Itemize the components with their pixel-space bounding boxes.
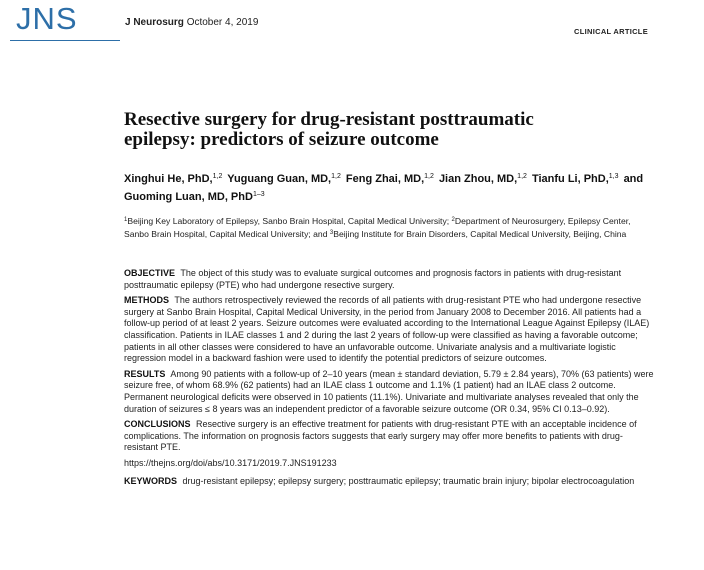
publication-date: October 4, 2019: [186, 17, 259, 28]
keywords-text: drug-resistant epilepsy; epilepsy surgery; posttraumatic epilepsy; traumatic brain injury; bipolar electrocoagulation: [182, 475, 635, 486]
article-type: CLINICAL ARTICLE: [574, 27, 648, 36]
abstract-keywords: [124, 476, 654, 488]
author: Tianfu Li, PhD,$^{1,3}$: [531, 173, 619, 185]
objective-text: The object of this study was to evaluate surgical outcomes and prognosis factors in patients with drug-resistant posttraumatic epilepsy (PTE) who had undergone resective surgery.: [124, 268, 622, 290]
abstract-methods: [124, 295, 654, 365]
author: and Guoming Luan, MD, PhD$^{1-3}$: [124, 173, 644, 203]
conclusions-text: Resective surgery is an effective treatment for patients with drug-resistant PTE with an acceptable incidence of complications. The information on prognosis factors suggests that early surgery may offer more benefits to patients with drug-resistant PTE.: [124, 419, 637, 453]
objective-label: OBJECTIVE: [124, 268, 176, 278]
author: Feng Zhai, MD,$^{1,2}$: [345, 173, 434, 185]
journal-info: [125, 17, 258, 28]
logo-underline: [10, 40, 120, 41]
article-title: Resective surgery for drug-resistant posttraumatic epilepsy: predictors of seizure outcome: [124, 109, 534, 150]
journal-name: J Neurosurg: [125, 17, 184, 28]
author-list: [124, 169, 654, 205]
affiliations: $^1$Beijing Key Laboratory of Epilepsy, Sanbo Brain Hospital, Capital Medical University; $^2$Department of Neurosurgery, Epilepsy Center, Sanbo Brain Hospital, Capital Medical University; and $^3$Beijing Institute for Brain Disorders, Capital Medical University, Beijing, China: [124, 216, 631, 239]
abstract-results: [124, 369, 654, 415]
results-label: RESULTS: [124, 368, 166, 379]
author: Jian Zhou, MD,$^{1,2}$: [438, 173, 527, 185]
doi-link[interactable]: https://thejns.org/doi/abs/10.3171/2019.7.JNS191233: [124, 457, 337, 468]
keywords-label: KEYWORDS: [124, 475, 178, 486]
author: Yuguang Guan, MD,$^{1,2}$: [227, 173, 341, 185]
abstract: [124, 268, 654, 491]
conclusions-label: CONCLUSIONS: [124, 419, 191, 430]
abstract-objective: [124, 268, 654, 291]
methods-text: The authors retrospectively reviewed the records of all patients with drug-resistant PTE who had undergone resective surgery at Sanbo Brain Hospital, Capital Medical University, in the period from January 2008 to December 2016. All patients had a follow-up period of at least 2 years. Seizure outcomes were evaluated according to the International League Against Epilepsy (ILAE) classification. Patients in ILAE classes 1 and 2 during the last 2 years of follow-up were classified as having a favorable outcome; patients in all other classes were considered to have an unfavorable outcome. Univariate analysis and a multivariate logistic regression model in a backward fashion were used to identify the potential predictors of seizure outcomes.: [124, 295, 650, 364]
page-header: [0, 0, 704, 48]
journal-logo: JNS: [16, 1, 78, 36]
results-text: Among 90 patients with a follow-up of 2–10 years (mean ± standard deviation, 5.79 ± 2.84 years), 70% (63 patients) were seizure free, of whom 68.9% (62 patients) had an ILAE class 1 outcome and 1.1% (1 patient) had an ILAE class 2 outcome. Permanent neurological deficits were observed in 10 patients (11.1%). Univariate and multivariate analyses revealed that only the duration of seizures ≤ 8 years was an independent predictor of a favorable seizure outcome (OR 0.34, 95% CI 0.13–0.92).: [124, 368, 654, 414]
methods-label: METHODS: [124, 295, 169, 306]
author: Xinghui He, PhD,$^{1,2}$: [124, 173, 223, 185]
abstract-conclusions: [124, 419, 654, 454]
